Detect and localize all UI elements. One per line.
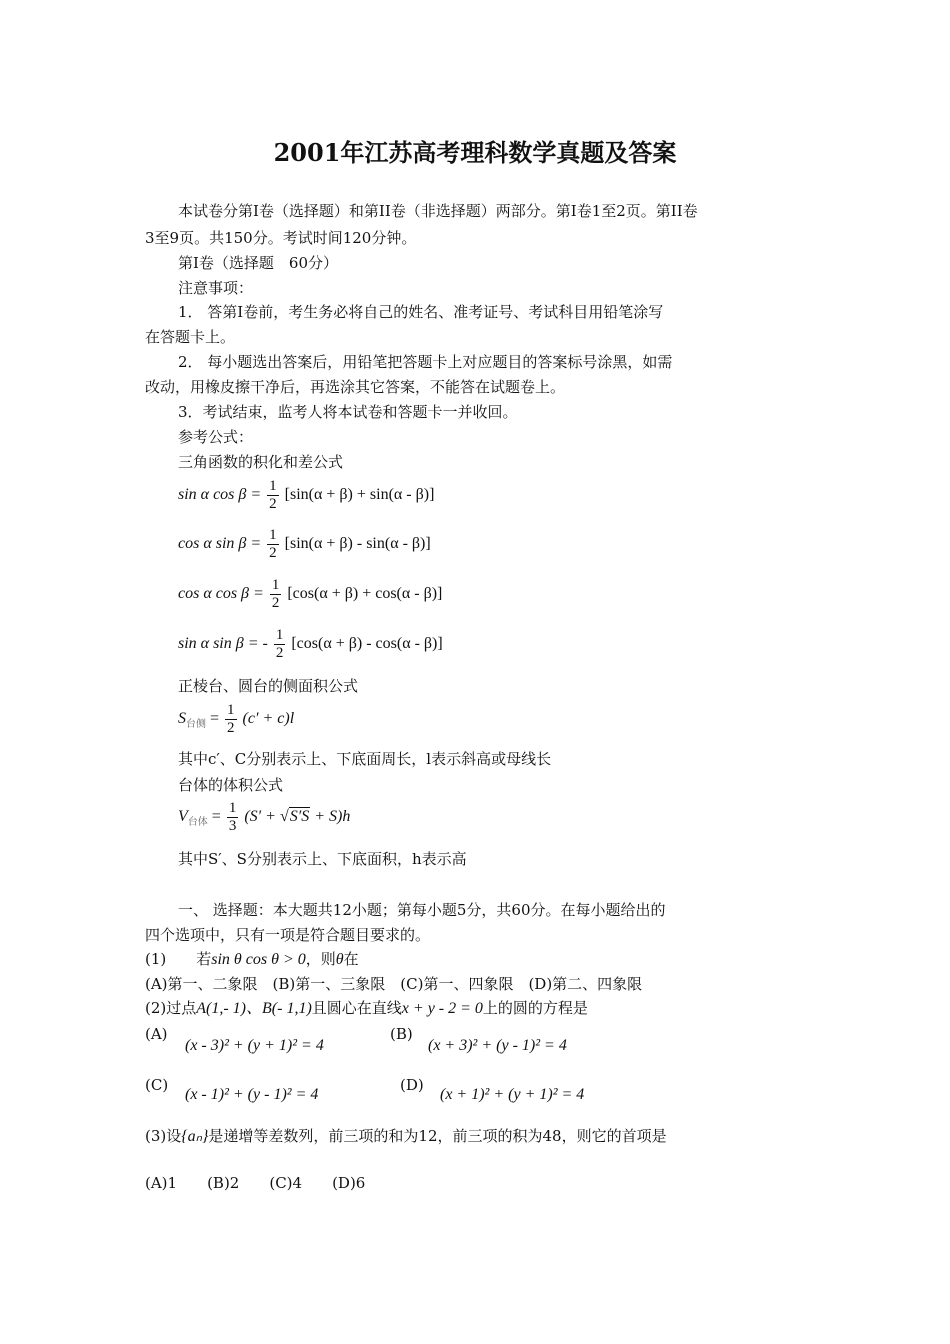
notes-heading: 注意事项： (178, 279, 254, 297)
formula-2: cos α sin β = $\frac{1}{2}$ [sin(α + β) - sin(α - β)] (178, 527, 431, 561)
intro-line-1: 本试卷分第Ⅰ卷（选择题）和第II卷（非选择题）两部分。第Ⅰ卷1至2页。第II卷 (178, 202, 698, 220)
section-1-heading: 一、 选择题：本大题共12小题；第每小题5分，共60分。在每小题给出的 (178, 901, 666, 919)
note-1-cont: 在答题卡上。 (145, 328, 236, 346)
question-1-options: (A)第一、二象限 (B)第一、三象限 (C)第一、四象限 (D)第二、四象限 (145, 975, 643, 993)
question-3-options: (A)1 (B)2 (C)4 (D)6 (145, 1174, 366, 1192)
question-1-stem: (1) 若sin θ cos θ > 0，则θ在 (145, 950, 359, 968)
note-2: 2． 每小题选出答案后，用铅笔把答题卡上对应题目的答案标号涂黑，如需 (178, 353, 673, 371)
lateral-area-note: 其中c′、C分别表示上、下底面周长，l表示斜高或母线长 (178, 750, 552, 768)
part1-heading: 第Ⅰ卷（选择题 60分） (178, 254, 339, 272)
question-3-stem: (3)设{aₙ}是递增等差数列，前三项的和为12，前三项的积为48，则它的首项是 (145, 1127, 667, 1145)
intro-line-2: 3至9页。共150分。考试时间120分钟。 (145, 229, 417, 247)
question-2-option-b: (x + 3)² + (y - 1)² = 4 (428, 1037, 567, 1054)
trig-formulas-heading: 三角函数的积化和差公式 (178, 453, 344, 471)
question-2-stem: (2)过点A(1,- 1)、B(- 1,1)且圆心在直线x + y - 2 = 0上的圆的方程是 (145, 999, 588, 1017)
note-2-cont: 改动，用橡皮擦干净后，再选涂其它答案，不能答在试题卷上。 (145, 378, 566, 396)
question-2-option-c-label: (C) (145, 1076, 169, 1094)
lateral-area-formula: $S_{台侧}$ = $\frac{1}{2}$ (c′ + c)l (178, 702, 295, 736)
formula-3: cos α cos β = $\frac{1}{2}$ [cos(α + β) + cos(α - β)] (178, 577, 443, 611)
reference-heading: 参考公式： (178, 428, 254, 446)
question-2-option-a: (x - 3)² + (y + 1)² = 4 (185, 1037, 324, 1054)
section-1-heading-cont: 四个选项中，只有一项是符合题目要求的。 (145, 926, 431, 944)
page-title: 2001年江苏高考理科数学真题及答案 (273, 138, 677, 167)
lateral-area-heading: 正棱台、圆台的侧面积公式 (178, 677, 359, 695)
question-2-option-c: (x - 1)² + (y - 1)² = 4 (185, 1086, 319, 1103)
volume-heading: 台体的体积公式 (178, 776, 284, 794)
volume-formula: $V_{台体}$ = $\frac{1}{3}$ (S′ + √S′S + S)h (178, 800, 351, 834)
formula-1: sin α cos β = $\frac{1}{2}$ [sin(α + β) + sin(α - β)] (178, 478, 435, 512)
volume-note: 其中S′、S分别表示上、下底面积，h表示高 (178, 850, 467, 868)
question-2-option-d: (x + 1)² + (y + 1)² = 4 (440, 1086, 585, 1103)
question-2-option-b-label: (B) (390, 1025, 413, 1043)
formula-4: sin α sin β = - $\frac{1}{2}$ [cos(α + β) - cos(α - β)] (178, 627, 443, 661)
note-1: 1． 答第Ⅰ卷前，考生务必将自己的姓名、准考证号、考试科目用铅笔涂写 (178, 303, 664, 321)
question-2-option-a-label: (A) (145, 1025, 168, 1043)
note-3: 3．考试结束，监考人将本试卷和答题卡一并收回。 (178, 403, 518, 421)
question-2-option-d-label: (D) (400, 1076, 424, 1094)
